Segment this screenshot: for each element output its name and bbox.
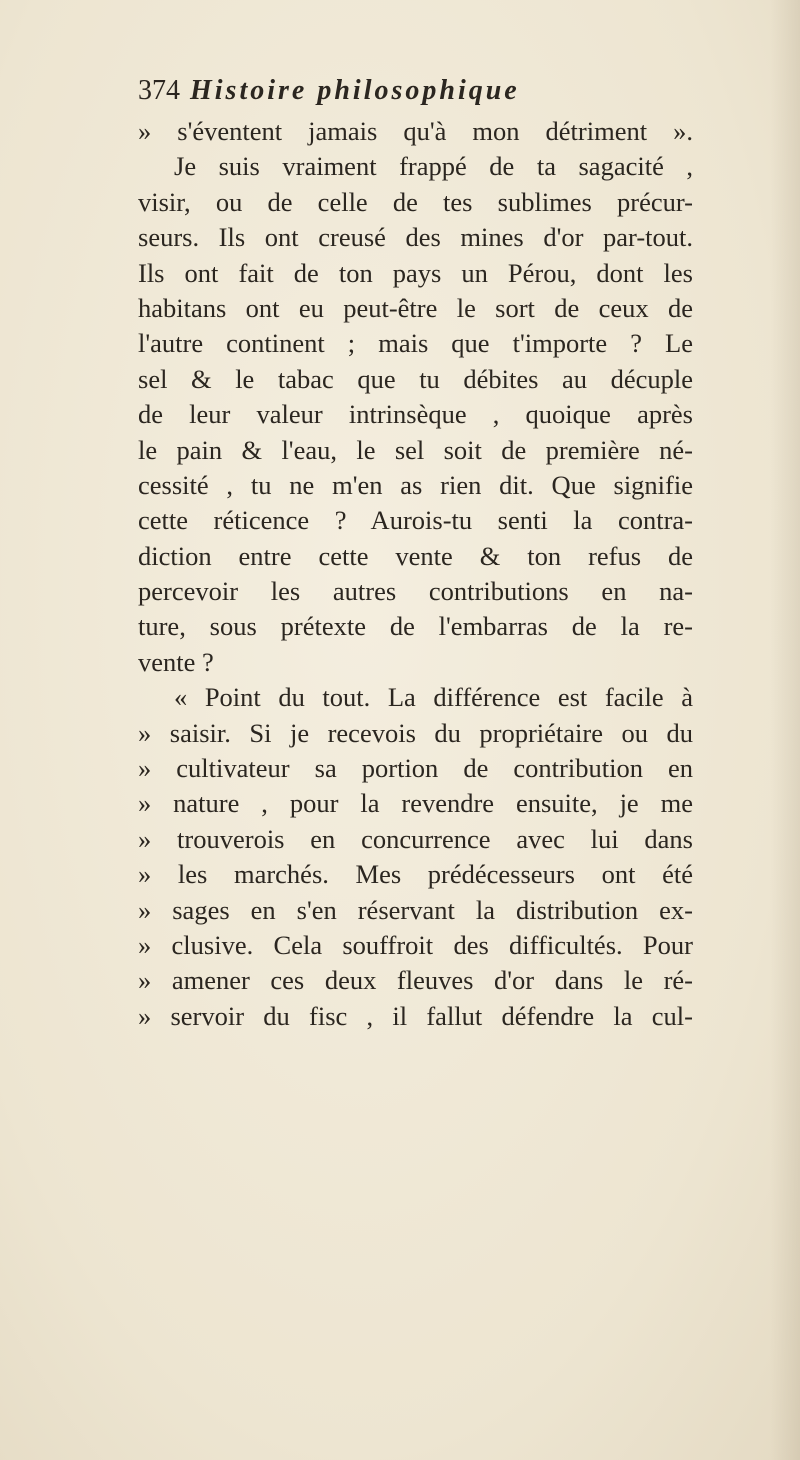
- text-line: cette réticence ? Aurois-tu senti la contra-: [138, 505, 693, 536]
- text-line: » s'éventent jamais qu'à mon détriment ».: [138, 116, 693, 146]
- text-line: ture, sous prétexte de l'embarras de la re-: [138, 611, 693, 642]
- text-line: » saisir. Si je recevois du propriétaire ou du: [138, 717, 693, 748]
- text-line: Ils ont fait de ton pays un Pérou, dont les: [138, 257, 693, 288]
- text-line: » les marchés. Mes prédécesseurs ont été: [138, 859, 693, 890]
- text-line: » nature , pour la revendre ensuite, je me: [138, 788, 693, 819]
- text-line: » sages en s'en réservant la distribution ex-: [138, 894, 693, 925]
- text-line: » clusive. Cela souffroit des difficultés. Pour: [138, 929, 693, 960]
- text-line: percevoir les autres contributions en na-: [138, 576, 693, 607]
- running-header: [138, 72, 698, 110]
- running-title: Histoire philosophique: [190, 75, 520, 106]
- text-line: » cultivateur sa portion de contribution en: [138, 753, 693, 784]
- text-line: visir, ou de celle de tes sublimes précur-: [138, 186, 693, 217]
- body-text: [138, 114, 693, 1034]
- text-line: seurs. Ils ont creusé des mines d'or par-tout.: [138, 222, 693, 253]
- text-line: vente ?: [138, 646, 214, 677]
- text-line: » trouverois en concurrence avec lui dans: [138, 823, 693, 854]
- text-line: l'autre continent ; mais que t'importe ? Le: [138, 328, 693, 359]
- text-line: » amener ces deux fleuves d'or dans le ré-: [138, 965, 693, 996]
- text-line: » servoir du fisc , il fallut défendre la cul-: [138, 1000, 693, 1031]
- page-number: 374: [138, 75, 180, 106]
- text-line: « Point du tout. La différence est facile à: [174, 682, 693, 713]
- text-line: le pain & l'eau, le sel soit de première né-: [138, 434, 693, 465]
- text-line: sel & le tabac que tu débites au décuple: [138, 363, 693, 394]
- text-line: diction entre cette vente & ton refus de: [138, 540, 693, 571]
- page-edge-shadow: [770, 0, 800, 1460]
- text-line: de leur valeur intrinsèque , quoique après: [138, 399, 693, 430]
- text-line: Je suis vraiment frappé de ta sagacité ,: [174, 151, 693, 182]
- text-line: cessité , tu ne m'en as rien dit. Que signifie: [138, 469, 693, 500]
- text-line: habitans ont eu peut-être le sort de ceux de: [138, 292, 693, 323]
